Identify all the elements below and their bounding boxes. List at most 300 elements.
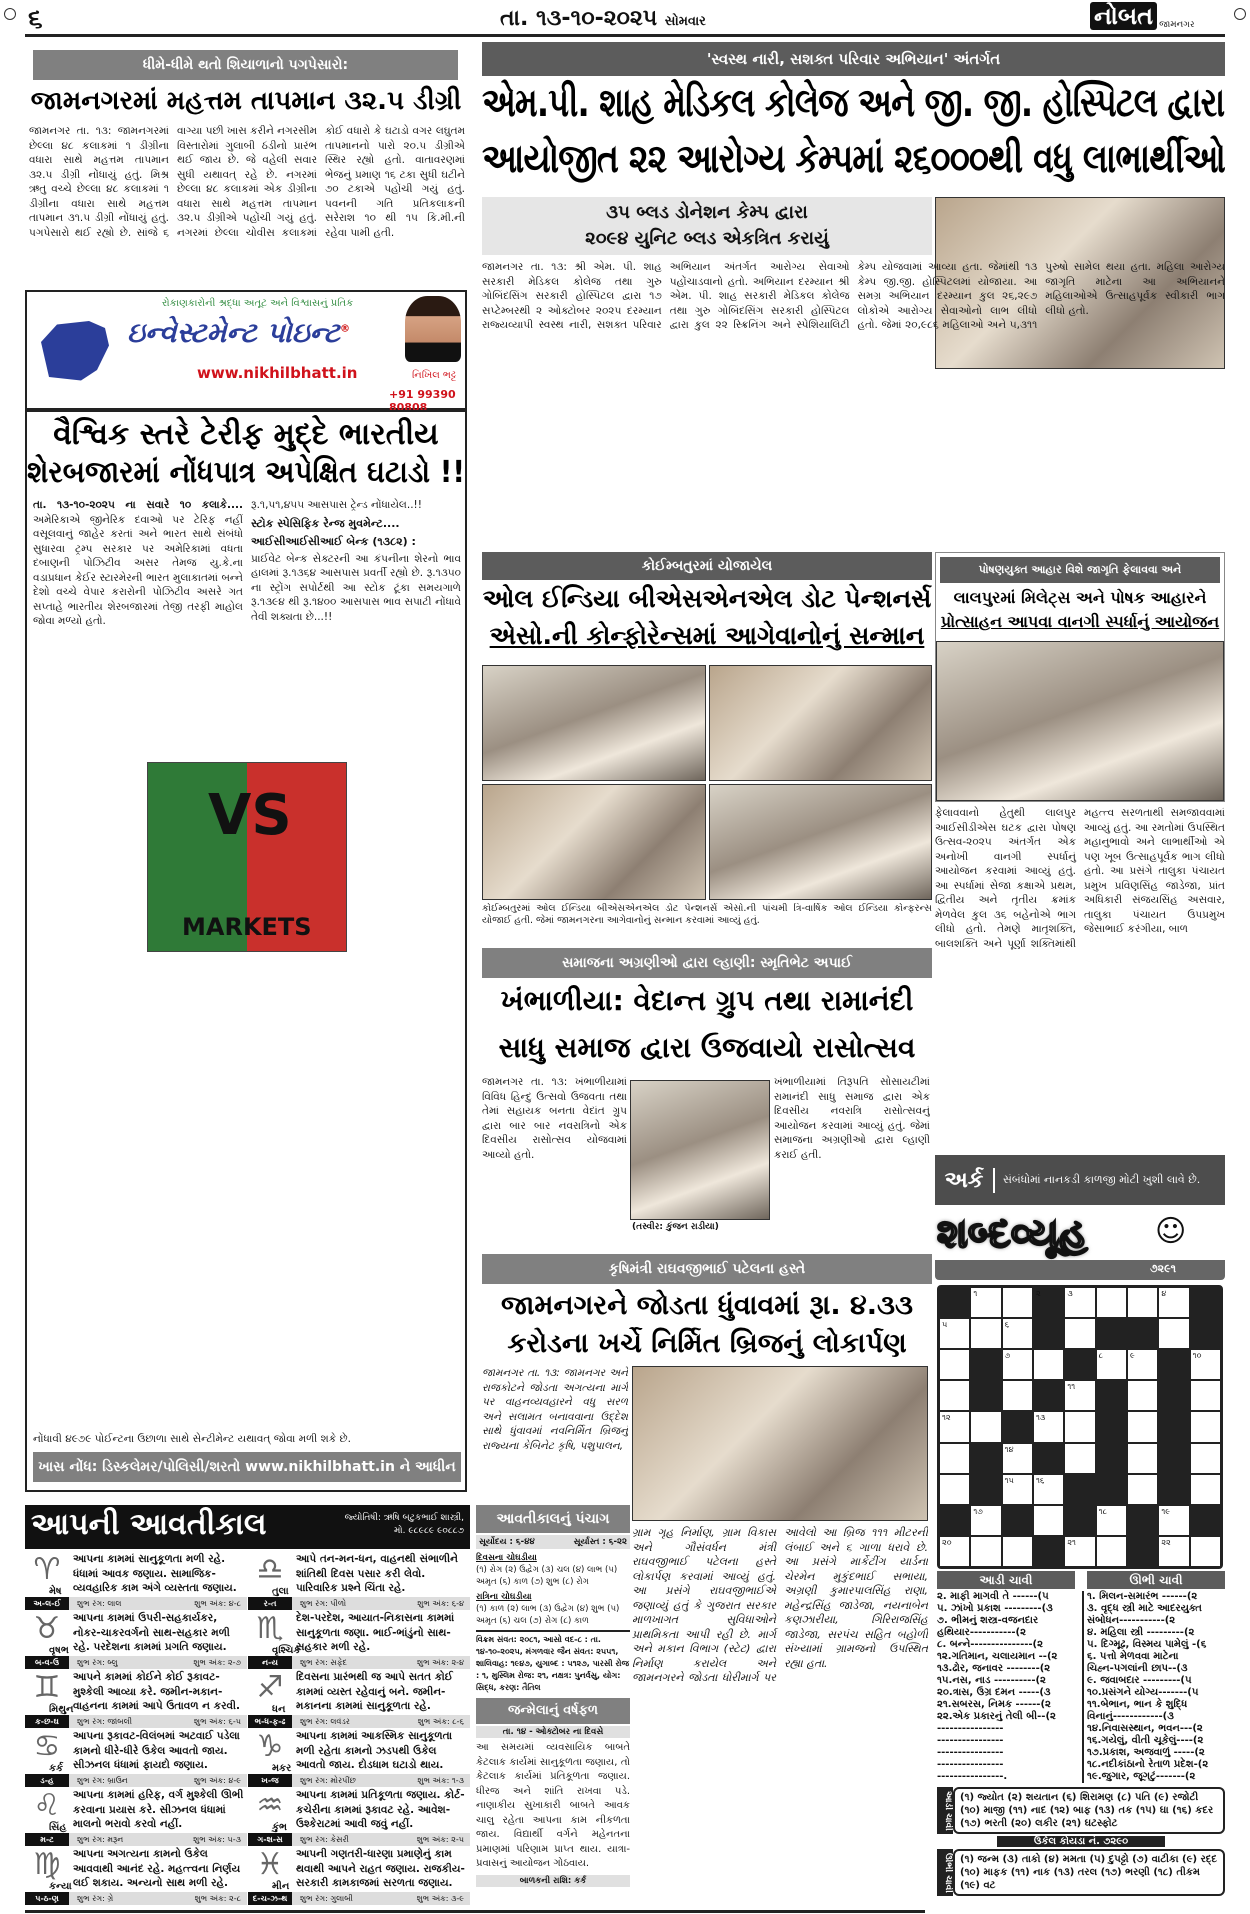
- lucky-color-value: પીળો: [330, 1598, 347, 1608]
- across-clue: ૮. બન્ને---------------(૨: [937, 1639, 1043, 1650]
- down-clue: ૧૬.ગયેલું, વીતી ચૂકેલું----(૨: [1087, 1735, 1204, 1746]
- samaj-headline-1: ખંભાળીયા: વેદાન્ત ગ્રુપ તથા રામાનંદી: [500, 984, 914, 1017]
- lucky-color: [77, 1776, 194, 1786]
- lucky-number-label: શુભ અંક:: [416, 1893, 449, 1903]
- crossword-black-cell: [1128, 1506, 1157, 1535]
- crossword-cell[interactable]: [1065, 1288, 1094, 1317]
- bridge-inauguration-photo: [632, 1366, 928, 1521]
- issue-date: [500, 6, 706, 31]
- crossword-title: શબ્દવ્યૂહ: [937, 1211, 1088, 1257]
- sign-letters: ક-છ-ઘ: [25, 1715, 69, 1728]
- header-rule: [25, 34, 1225, 37]
- lucky-color-value: મરૂન: [107, 1834, 124, 1844]
- crossword-cell[interactable]: [971, 1288, 1000, 1317]
- lucky-color: [300, 1658, 417, 1668]
- lucky-color: [77, 1835, 193, 1845]
- lucky-color-label: શુભ રંગ:: [300, 1657, 328, 1667]
- cell-number: ૧૧: [1067, 1382, 1076, 1392]
- samaj-body-left: જામનગર તા. ૧૩: ખંભાળીયામાં વિવિધ હિન્દુ ઉત્સવો ઉજવતા તથા તેમાં સહાયક બનતા વેદાંત ગ્રુપ દ્વારા બાર બાર નવરાત્રિનો એક દિવસીય રાસોત્સવ યોજવામાં આવ્યો હતો.: [482, 1076, 627, 1161]
- lucky-number-value: ૫-૩: [227, 1834, 241, 1844]
- crossword-black-cell: [940, 1288, 969, 1317]
- recipe-competition-photo: [936, 641, 1224, 801]
- across-clue: ૨૨.એક પ્રકારનું તેલી બી--(૨: [937, 1711, 1056, 1722]
- crossword-cell[interactable]: [1034, 1412, 1063, 1441]
- down-clue: ૧. મિલન-સમારંભ ------(૨: [1087, 1591, 1198, 1602]
- sign-lucky-strip: [248, 1774, 470, 1787]
- horoscope-sign: [25, 1788, 247, 1846]
- crossword-black-cell: [1159, 1350, 1188, 1379]
- sign-name: કન્યા: [49, 1881, 72, 1892]
- crossword-cell[interactable]: [1003, 1288, 1032, 1317]
- lucky-color-label: શુભ રંગ:: [300, 1775, 328, 1785]
- solution-label: ઉકેલ કોયડા નં. ૭૨૯૦: [997, 1836, 1165, 1847]
- lucky-color: [300, 1717, 418, 1727]
- night-choghadiya-title: રાત્રિના ચોઘડીયા: [476, 1592, 532, 1602]
- lucky-number: [193, 1835, 241, 1845]
- horoscope-sign: [248, 1788, 470, 1846]
- image-markets-text: MARKETS: [182, 913, 312, 941]
- sign-forecast: દેશ-પરદેશ, આયાત-નિકાસના કામમાં સાનુકૂળતા જણા. ભાઈ-ભાંડુંનો સાથ-સહકાર મળી રહે.: [296, 1612, 455, 1653]
- crossword-cell[interactable]: [971, 1319, 1000, 1348]
- market-closing: નોંધાવી ૪૯૭૯ પોઈન્ટના ઉછાળા સાથે સેન્ટીમેન્ટ યથાવત્ જોવા મળી શકે છે.: [33, 1433, 351, 1445]
- crossword-black-cell: [1191, 1319, 1220, 1348]
- cell-number: ૧૫: [1004, 1475, 1014, 1485]
- ad-phone: +91 99390 80808: [389, 388, 456, 414]
- panchang-details: વિક્રમ સંવત: ૨૦૮૧, આસો વદ-૮ : તા. ૧૪-૧૦-૨૦૨૫, મંગળવાર જૈન સંવત: ૨૫૫૧, શાલિવાહ: ૧૯૪૭, યુગાબ્દ : ૫૧૨૭, પારસી રોજ : ૧, મુસ્લિમ રોજ: ૨૧, નક્ષત્ર: પુનર્વસુ, યોગ: સિદ્ધ, કરણ: તૈતિલ: [476, 1630, 630, 1694]
- lucky-color-value: ગ્રે: [107, 1893, 114, 1903]
- day-choghadiya-title: દિવસના ચોઘડીયા: [476, 1553, 537, 1563]
- image-vs-text: VS: [208, 783, 292, 848]
- lucky-color-value: બ્રાઉન: [107, 1775, 128, 1785]
- crossword-cell[interactable]: [1191, 1444, 1220, 1473]
- cell-number: ૮: [1098, 1351, 1104, 1361]
- down-clue: ૧૧.બેભાન, ભાન કે શુદ્ધિ: [1087, 1699, 1188, 1710]
- sign-letters: પ-ઠ-ણ: [25, 1892, 69, 1905]
- date-text: તા. ૧૩-૧૦-૨૦૨૫: [500, 6, 658, 31]
- sign-lucky-strip: [248, 1715, 470, 1728]
- panchang-box: [476, 1505, 630, 1910]
- birthday-forecast: આ સમયમાં વ્યવસાયિક બાબતે કેટલાક કાર્યમાં સાનુકૂળતા જણાય, તો કેટલાક કાર્યમાં પ્રતિકૂળતા જણાય. ધીરજ અને શાંતિ રાખવા પડે. નાણાકીય સુખાકારી બાબતે આવક ચાલુ રહેતા આપના કામ નીકળતા જાય. વિદ્યાર્થી વર્ગને મહેનતના પ્રમાણમાં પરિણામ પ્રાપ્ત થાય. યાત્રા-પ્રવાસનું આયોજન ગોઠવાય.: [476, 1742, 630, 1869]
- lucky-number: [418, 1717, 464, 1727]
- market-body-top: [33, 498, 461, 758]
- down-clue: ૬. પત્તો મેળવવા માટેના: [1087, 1651, 1179, 1662]
- crossword-cell[interactable]: [1128, 1444, 1157, 1473]
- weekday-text: સોમવાર: [664, 14, 706, 29]
- sign-forecast: આપની ગણતરી-ધારણા પ્રમાણેનું કામ થવાથી આપને રાહત જણાય. રાજકીય-સરકારી કામકાજમાં સરળતા જણાય.: [296, 1848, 465, 1889]
- cell-number: ૬: [1004, 1320, 1010, 1330]
- crossword-cell[interactable]: [1191, 1381, 1220, 1410]
- lucky-color: [77, 1599, 194, 1609]
- lucky-number: [417, 1776, 464, 1786]
- cell-number: ૧૪: [1004, 1444, 1014, 1454]
- down-clue: ચિહ્ન-પગલાંની છાપ--(૩: [1087, 1663, 1188, 1674]
- crossword-header: [935, 1210, 1225, 1280]
- market-headline-1: વૈશ્વિક સ્તરે ટેરીફ મુદ્દે ભારતીય: [53, 417, 439, 452]
- samaj-body-right: ખંભાળીયામાં તિરૂપતિ સોસાયટીમાં રામાનંદી સાધુ સમાજ દ્વારા એક દિવસીય નવરાત્રિ રાસોત્સવનું આયોજન કરવામાં આવ્યું હતું. જેમાં સમાજના અગ્રણીઓ દ્વારા લ્હાણી કરાઈ હતી.: [774, 1076, 930, 1161]
- investment-point-ad: [25, 290, 467, 414]
- lucky-color: [300, 1599, 417, 1609]
- lucky-number: [417, 1835, 464, 1845]
- crossword-cell[interactable]: [1097, 1506, 1126, 1535]
- bull-vs-bear-image: [147, 762, 347, 952]
- crossword-black-cell: [1003, 1412, 1032, 1441]
- across-clue: ----------------: [937, 1759, 1004, 1770]
- crossword-black-cell: [1034, 1444, 1063, 1473]
- lucky-number-label: શુભ અંક:: [194, 1893, 227, 1903]
- sign-name: કર્ક: [49, 1763, 64, 1774]
- cell-number: ૧૨: [942, 1413, 951, 1423]
- sunset-time: સૂર્યાસ્ત : ૬-૨૨: [573, 1537, 627, 1547]
- zodiac-icon: ♏: [256, 1611, 284, 1646]
- lucky-number-value: ૨-૫: [451, 1834, 464, 1844]
- lucky-color-label: શુભ રંગ:: [77, 1834, 105, 1844]
- sign-lucky-strip: [25, 1715, 247, 1728]
- lucky-color: [77, 1717, 194, 1727]
- cell-number: ૧૦: [1192, 1351, 1202, 1361]
- crossword-cell[interactable]: [1003, 1381, 1032, 1410]
- crossword-black-cell: [1159, 1412, 1188, 1441]
- astrologer-name: જ્યોતિષી: ઋષિ બટુકભાઈ શાસ્ત્રી,: [344, 1513, 464, 1523]
- crossword-black-cell: [940, 1506, 969, 1535]
- crossword-cell[interactable]: [971, 1412, 1000, 1441]
- cell-number: ૧૯: [1161, 1506, 1170, 1516]
- sign-name: મીન: [272, 1881, 290, 1892]
- lucky-number-value: ૨-૮: [229, 1893, 241, 1903]
- lucky-color-value: લવંડર: [330, 1716, 350, 1726]
- crossword-grid[interactable]: [937, 1285, 1223, 1569]
- sign-letters: ન-ય: [248, 1656, 292, 1669]
- horoscope-sign: [248, 1847, 470, 1905]
- crossword-black-cell: [971, 1381, 1000, 1410]
- medical-subheadline-1: ૩૫ બ્લડ ડોનેશન કેમ્પ દ્વારા: [606, 202, 808, 223]
- sign-forecast: આપના કામમાં આકસ્મિક સાનુકૂળતા મળી રહેતા કામનો ઝડપથી ઉકેલ આવતો જાય. દોડધામ ઘટાડો થાય.: [296, 1730, 453, 1771]
- ad-person-name: નિખિલ ભટ્ટ: [412, 370, 457, 381]
- sign-letters: ભ-ધ-ફ-ઢ: [248, 1715, 292, 1728]
- crossword-cell[interactable]: [1191, 1350, 1220, 1379]
- crossword-cell[interactable]: [1065, 1444, 1094, 1473]
- poshan-headline-1: લાલપુરમાં મિલેટ્સ અને પોષક આહારને: [953, 588, 1207, 607]
- medical-headline-2: આયોજીત ૨૨ આરોગ્ય કેમ્પમાં ૨૬૦૦૦થી વધુ લાભાર્થીઓ: [482, 136, 1226, 182]
- lucky-color-label: શુભ રંગ:: [77, 1775, 105, 1785]
- krushi-headline-1: જામનગરને જોડતા ધુંવાવમાં રૂા. ૪.૩૩: [501, 1290, 913, 1321]
- horoscope-sign: [248, 1729, 470, 1787]
- sign-name: કુંભ: [272, 1822, 288, 1833]
- lucky-number: [417, 1599, 464, 1609]
- down-clue: ૧૪.નિવાસસ્થાન, ભવન---(૨: [1087, 1723, 1203, 1734]
- lucky-color-label: શુભ રંગ:: [77, 1716, 105, 1726]
- sign-letters: દ-ચ-ઝ-થ: [248, 1892, 292, 1905]
- ad-brand-text: ઇન્વેસ્ટમેન્ટ પોઇન્ટ: [127, 316, 340, 349]
- sign-forecast: આપના કામમાં હરિફ, વર્ગ મુશ્કેલી ઊભી કરવાના પ્રયાસ કરે. સીઝનલ ધંધામાં માલનો ભરાવો કરવો નહીં.: [73, 1789, 244, 1830]
- crossword-cell[interactable]: [1191, 1475, 1220, 1504]
- sign-letters: ગ-શ-સ: [248, 1833, 292, 1846]
- crossword-cell[interactable]: [1065, 1537, 1094, 1566]
- lucky-color: [300, 1894, 417, 1904]
- lucky-color: [300, 1835, 417, 1845]
- sign-lucky-strip: [248, 1597, 470, 1610]
- lucky-number-value: ૮-૬: [452, 1716, 464, 1726]
- across-clue: ૫. ઝાંખો પ્રકાશ ---------(૩: [937, 1603, 1053, 1614]
- lucky-color-label: શુભ રંગ:: [300, 1716, 328, 1726]
- across-clue: ----------------: [937, 1747, 1004, 1758]
- market-subhead-1: સ્ટોક સ્પેસિફિક રેન્જ મુવમેન્ટ....: [251, 516, 400, 530]
- krushi-headline-2: કરોડના ખર્ચે નિર્મિત બ્રિજનું લોકાર્પણ: [507, 1328, 907, 1359]
- krushi-body-bottom: ગ્રામ ગૃહ નિર્માણ, ગ્રામ વિકાસ અને ગૌસંવર્ધન મંત્રી રાઘવજીભાઈ પટેલના હસ્તે લોકાર્પણ કરવામાં આવ્યું હતું. આ પ્રસંગે રાઘવજીભાઈએ જણાવ્યું હતું કે ગુજરાત સરકાર માળખાગત સુવિધાઓને પ્રાથમિકતા આપી રહી છે. માર્ગ અને મકાન વિભાગ (સ્ટેટ) દ્વારા નિર્માણ કરાયેલ અને જામનગરને જોડતા ધોરીમાર્ગ પર આવેલો આ બ્રિજ ૧૧૧ મીટરની લંબાઈ અને ૬ ગાળા ધરાવે છે. આ પ્રસંગે માર્કેટીંગ યાર્ડના ચેરમેન મુકુંદભાઈ સભાયા, અગ્રણી કુમારપાલસિંહ રાણા, મહેન્દ્રસિંહ જાડેજા, નયનાબેન કણઝારીયા, ગિરિરાજસિંહ જાડેજા, સરપંચ સહિત બહોળી સંખ્યામાં ગ્રામજનો ઉપસ્થિત રહ્યા હતા.: [632, 1526, 928, 1684]
- zodiac-icon: ♌: [33, 1788, 61, 1823]
- crossword-cell[interactable]: [1034, 1350, 1063, 1379]
- sign-name: વૃષભ: [49, 1645, 69, 1656]
- lucky-color-value: કેસરી: [330, 1834, 349, 1844]
- logo-text: નોબત: [1090, 2, 1157, 30]
- sign-name: મકર: [272, 1763, 292, 1774]
- coimbatore-kicker: કોઈમ્બતુરમાં યોજાયેલ: [482, 552, 932, 580]
- crossword-cell[interactable]: [940, 1444, 969, 1473]
- footer-rule: [25, 1910, 925, 1913]
- down-side-label: ઊભી ચાવી: [937, 1849, 953, 1896]
- cell-number: ૯: [1130, 1351, 1135, 1361]
- lucky-number: [194, 1717, 241, 1727]
- lucky-number-label: શુભ અંક:: [417, 1657, 449, 1667]
- across-clue: ----------------: [937, 1735, 1004, 1746]
- registration-mark: [4, 8, 16, 20]
- zodiac-icon: ♍: [33, 1847, 61, 1882]
- crossword-cell[interactable]: [940, 1412, 969, 1441]
- zodiac-icon: ♉: [33, 1611, 61, 1646]
- crossword-black-cell: [1034, 1288, 1063, 1317]
- across-clue: ૭. ભીમનું શસ્ત્ર-વજનદાર: [937, 1615, 1039, 1626]
- crossword-black-cell: [971, 1350, 1000, 1379]
- lucky-color-value: સફેદ: [330, 1657, 348, 1667]
- crossword-cell[interactable]: [1003, 1444, 1032, 1473]
- crossword-black-cell: [1065, 1475, 1094, 1504]
- conference-photo: [709, 665, 933, 781]
- horoscope-sign: [25, 1729, 247, 1787]
- lucky-color-label: શુભ રંગ:: [300, 1893, 328, 1903]
- crossword-cell[interactable]: [1003, 1537, 1032, 1566]
- down-clue: સંબોધન-----------(૨: [1087, 1615, 1176, 1626]
- down-clue: ૧૦.પ્રસંગને યોગ્ય-------(૫: [1087, 1687, 1199, 1698]
- market-subhead-2: આઈસીઆઈસીઆઈ બેન્ક (૧૩૮૨) :: [251, 535, 416, 548]
- ad-website[interactable]: www.nikhilbhatt.in: [197, 364, 358, 382]
- sign-forecast: આપે તન-મન-ધન, વાહનથી સંભાળીને શાંતિથી દિવસ પસાર કરી લેવો. પારિવારિક પ્રશ્ને ચિંતા રહે.: [296, 1553, 458, 1594]
- poshan-body: ફેલાવવાનો હેતુથી લાલપુર આઈસીડીએસ ઘટક દ્વારા પોષણ ઉત્સવ-૨૦૨૫ અંતર્ગત એક અનોખી વાનગી સ્પર્ધાનું આયોજન કરવામાં આવ્યું હતું. આ સ્પર્ધામાં સેજા કક્ષાએ પ્રથમ, દ્વિતીય અને તૃતીય ક્રમાંક મેળવેલ કુલ ૩૬ બહેનોએ ભાગ લીધો હતો. તેમણે માતૃશક્તિ, બાલશક્તિ અને પૂર્ણા શક્તિમાંથી મહત્ત્વ સરળતાથી સમજાવવામાં આવ્યું હતું. આ રમતોમાં ઉપસ્થિત મહાનુભાવો અને લાભાર્થીઓ એ પણ ખૂબ ઉત્સાહપૂર્વક ભાગ લીધો હતો. આ પ્રસંગે તાલુકા પંચાયત પ્રમુખ પ્રવિણસિંહ જાડેજા, પ્રાંત અધિકારી સંજયસિંહ અસવાર, તાલુકા પંચાયત ઉપપ્રમુખ જેસાભાઈ કરંગીયા, બાળ: [935, 807, 1225, 950]
- horoscope-signs: [25, 1552, 470, 1907]
- crossword-black-cell: [1003, 1506, 1032, 1535]
- crossword-black-cell: [1159, 1475, 1188, 1504]
- sign-forecast: દિવસના પ્રારંભથી જ આપે સતત કોઈ કામમાં વ્યસ્ત રહેવાનું બને. જમીન-મકાનના કામમાં સાનુકૂળતા રહે.: [296, 1671, 453, 1712]
- sign-forecast: આપના રૂકાવટ-વિલંબમાં અટવાઈ પડેલા કામનો ધીરે-ધીરે ઉકેલ આવતો જાય. સીઝનલ ધંધામાં ફાયદો જણાય.: [73, 1730, 240, 1771]
- coimbatore-headline-2: એસો.ની કોન્ફોરેન્સમાં આગેવાનોનું સન્માન: [489, 621, 925, 650]
- zodiac-icon: ♈: [33, 1552, 61, 1587]
- crossword-cell[interactable]: [1065, 1319, 1094, 1348]
- crossword-cell[interactable]: [1128, 1288, 1157, 1317]
- horoscope-sign: [248, 1552, 470, 1610]
- crossword-cell[interactable]: [940, 1381, 969, 1410]
- lucky-number-value: ૨-૪: [451, 1657, 464, 1667]
- krushi-kicker: કૃષિમંત્રી રાઘવજીભાઈ પટેલના હસ્તે: [482, 1254, 932, 1284]
- cell-number: ૧: [973, 1289, 978, 1298]
- crossword-cell[interactable]: [1003, 1475, 1032, 1504]
- crossword-cell[interactable]: [1097, 1537, 1126, 1566]
- cell-number: ૧૬: [1036, 1475, 1045, 1485]
- ark-quote-box: [935, 1155, 1225, 1205]
- zodiac-icon: ♑: [256, 1729, 284, 1764]
- crossword-black-cell: [1128, 1319, 1157, 1348]
- medical-subheadline: [482, 197, 932, 255]
- crossword-cell[interactable]: [971, 1537, 1000, 1566]
- sign-name: સિંહ: [49, 1822, 67, 1833]
- crossword-cell[interactable]: [1191, 1412, 1220, 1441]
- crossword-cell[interactable]: [1191, 1537, 1220, 1566]
- crossword-cell[interactable]: [1003, 1319, 1032, 1348]
- zodiac-icon: ♋: [33, 1729, 61, 1764]
- lucky-color-label: શુભ રંગ:: [300, 1598, 328, 1608]
- crossword-cell[interactable]: [940, 1537, 969, 1566]
- down-clue: ૯. જવાબદાર ---------(૫: [1087, 1675, 1192, 1686]
- lucky-color: [77, 1658, 193, 1668]
- down-clue: ૩. વૃદ્ધ સ્ત્રી માટે આદરયુક્ત: [1087, 1603, 1202, 1614]
- sign-letters: મ-ટ: [25, 1833, 69, 1846]
- across-clue: ૧૫.નસ, નાડ ----------(૨: [937, 1675, 1046, 1686]
- crossword-cell[interactable]: [1034, 1506, 1063, 1535]
- crossword-cell[interactable]: [1003, 1350, 1032, 1379]
- lucky-number: [417, 1658, 464, 1668]
- sign-lucky-strip: [25, 1892, 247, 1905]
- crossword-black-cell: [1097, 1381, 1126, 1410]
- crossword-black-cell: [1034, 1537, 1063, 1566]
- across-clue: ૨૧.સબરસ, નિમક ------(૨: [937, 1699, 1051, 1710]
- down-clue: ૧૯.જુગાર, જૂગટું-------(૨: [1087, 1771, 1196, 1782]
- newspaper-logo: [1090, 2, 1195, 30]
- crossword-cell[interactable]: [1034, 1475, 1063, 1504]
- lucky-number-value: ૬-૪: [451, 1598, 464, 1608]
- crossword-cell[interactable]: [1065, 1381, 1094, 1410]
- horoscope-title: આપની આવતીકાલ: [31, 1507, 267, 1542]
- crossword-black-cell: [1191, 1506, 1220, 1535]
- crossword-cell[interactable]: [940, 1319, 969, 1348]
- crossword-cell[interactable]: [1065, 1412, 1094, 1441]
- sign-lucky-strip: [25, 1774, 247, 1787]
- lucky-color-label: શુભ રંગ:: [77, 1598, 105, 1608]
- cell-number: ૩: [1067, 1289, 1073, 1298]
- across-clues: [937, 1591, 1082, 1783]
- market-lead: તા. ૧૩-૧૦-૨૦૨૫ ના સવારે ૧૦ કલાકે....: [33, 499, 243, 511]
- weather-article: [25, 42, 467, 287]
- market-body-1: અમેરિકાએ જીનેરિક દવાઓ પર ટેરિફ નહીં વસૂલવાનું જાહેર કરતાં અને ભારત સાથે સંબંધો સુધારવા ટ્રમ્પ સરકાર પર અમેરિકામાં વધતા દબાણની પોઝિટીવ અસર તેમજ યુ.કે.ના વડાપ્રધાન કેઈર સ્ટારમેરની ભારત મુલાકાતમાં બન્ને દેશો વચ્ચે વેપાર કરારોની પોઝિટીવ અસરે ગત સપ્તાહે ભારતીય શેરબજારમાં તેજી તરફી માહોલ જોવા મળ્યો હતો.: [33, 513, 243, 627]
- down-clue: ૧૮.નદીકાંઠાનો રેતાળ પ્રદેશ-(૨: [1087, 1759, 1209, 1770]
- crossword-cell[interactable]: [1159, 1537, 1188, 1566]
- crossword-black-cell: [971, 1444, 1000, 1473]
- cell-number: ૧૩: [1036, 1413, 1046, 1423]
- crossword-cell[interactable]: [1097, 1350, 1126, 1379]
- panchang-title: આવતીકાલનું પંચાગ: [476, 1505, 630, 1533]
- lucky-number: [193, 1658, 241, 1668]
- samaj-headline-2: સાધુ સમાજ દ્વારા ઉજવાયો રાસોત્સવ: [498, 1031, 916, 1064]
- sign-lucky-strip: [248, 1892, 470, 1905]
- astrologer-phone: મો. ૯૮૯૮૯ ૯૦૮૮૭: [394, 1526, 464, 1536]
- crossword-black-cell: [1034, 1381, 1063, 1410]
- crossword-cell[interactable]: [1159, 1319, 1188, 1348]
- crossword-cell[interactable]: [1097, 1288, 1126, 1317]
- lucky-number-label: શુભ અંક:: [193, 1657, 226, 1667]
- market-body-2: રૂ.૧,૫૧,૪૫૫ આસપાસ ટ્રેન્ડ નોંધાયેલ..!!: [251, 499, 422, 511]
- horoscope-sign: [25, 1611, 247, 1669]
- down-answers: (૧) જન્મ (૩) તાકો (૪) મમતા (૫) દુપટ્ટો (૭) વાટીકા (૯) રદ્દ (૧૦) માફક (૧૧) નાક (૧૩) તરલ (૧૭) ભરણી (૧૮) તીકમ (૧૯) વટ: [953, 1849, 1225, 1896]
- lucky-number-value: ૨-૭: [227, 1657, 241, 1667]
- cell-number: ૪: [1161, 1289, 1167, 1298]
- crossword-cell[interactable]: [1128, 1475, 1157, 1504]
- ark-text: સંબંધોમાં નાનકડી કાળજી મોટી ખુશી લાવે છે.: [1003, 1173, 1201, 1186]
- zodiac-icon: ♎: [256, 1552, 284, 1587]
- across-side-label: આડી ચાવી: [937, 1787, 953, 1834]
- sign-lucky-strip: [25, 1656, 247, 1669]
- cell-number: ૭: [1004, 1351, 1011, 1361]
- down-clue: વિનાનું------------(૩: [1087, 1711, 1174, 1722]
- horoscope-sign: [25, 1552, 247, 1610]
- crossword-black-cell: [1191, 1288, 1220, 1317]
- coimbatore-caption: કોઈમ્બતુરમાં ઓલ ઈન્ડિયા બીએસએનએલ ડોટ પેન્શનર્સ એસો.ની પાંચમી ત્રિ-વાર્ષિક ઓલ ઈન્ડિયા કોન્ફરન્સ યોજાઈ હતી. જેમાં જામનગરના આગેવાનોનું સન્માન કરવામાં આવ્યું હતું.: [482, 903, 932, 926]
- ad-brand: [127, 316, 397, 350]
- lucky-number-value: ૪-૮: [228, 1598, 241, 1608]
- sign-forecast: આપના કામમાં પ્રતિકૂળતા જણાય. કોર્ટ-કચેરીના કામમાં રૂકાવટ રહે. આવેશ-ઉશ્કેરાટમાં આવી જવું નહીં.: [296, 1789, 465, 1830]
- crossword-cell[interactable]: [971, 1506, 1000, 1535]
- crossword-cell[interactable]: [1159, 1506, 1188, 1535]
- conference-photo: [482, 665, 706, 781]
- market-body-3: પ્રાઈવેટ બેન્ક સેક્ટરની આ કંપનીના શેરનો ભાવ હાલમાં રૂ.૧૩૬૪ આસપાસ પ્રવર્તી રહ્યો છે. રૂ.૧૩૫૦ ના સ્ટ્રોંગ સપોર્ટથી આ સ્ટોક ટૂંકા સમયગાળે રૂ.૧૩૯૪ થી રૂ.૧૪૦૦ આસપાસ ભાવ સપાટી નોંધાવે તેવી શક્યતા છે...!!: [251, 552, 461, 623]
- crossword-cell[interactable]: [1128, 1381, 1157, 1410]
- across-answers: (૧) જ્યોત (૨) શયતાન (૬) શિરામણ (૮) પતિ (૯) રજોટી (૧૦) માજી (૧૧) નાદ (૧૨) બાફ (૧૩) તક (૧૫) ઘા (૧૬) કદર (૧૭) ભરતી (૨૦) લકીર (૨૧) ઘટસ્ફોટ: [953, 1787, 1225, 1834]
- crossword-cell[interactable]: [940, 1475, 969, 1504]
- lucky-color-label: શુભ રંગ:: [77, 1893, 105, 1903]
- cell-number: ૧૭: [973, 1506, 983, 1516]
- crossword-black-cell: [1159, 1381, 1188, 1410]
- lucky-color-value: બ્લુ: [107, 1657, 118, 1667]
- ark-label: અર્ક: [935, 1168, 995, 1193]
- sign-letters: ખ-જ: [248, 1774, 292, 1787]
- crossword-cell[interactable]: [1128, 1412, 1157, 1441]
- lucky-number-label: શુભ અંક:: [416, 1834, 449, 1844]
- weather-body: જામનગર તા. ૧૩: જામનગરમાં છેલ્લા ૪૮ કલાકમાં ૧ ડીગ્રીના વધારા સાથે મહત્તમ તાપમાન ૩૨.૫ ડીગ્રી નોંધાયું હતું. મિશ્ર ઋતુ વચ્ચે છેલ્લા ૪૮ કલાકમાં ૧ ડીગ્રીના વધારા સાથે મહત્તમ તાપમાન ૩૧.૫ ડીગ્રી નોંધાયું હતું. પગપેસારો થઈ રહ્યો છે. સાંજે ૬ વાગ્યા પછી ખાસ કરીને નગરસીમ વિસ્તારોમાં ગુલાબી ઠંડીનો પ્રારંભ થઈ જાય છે. જે વહેલી સવાર સુધી યથાવત્ રહે છે. નગરમાં છેલ્લા ૪૮ કલાકમાં એક ડીગ્રીના વધારા સાથે મહત્તમ તાપમાન ૩૨.૫ ડીગ્રીએ પહોંચી ગયું હતું. નગરમાં છેલ્લા ચોવીસ કલાકમાં કોઈ વધારો કે ઘટાડો વગર લઘુતમ તાપમાનનો પારો ૨૦.૫ ડીગ્રીએ સ્થિર રહ્યો હતો. વાતાવરણમાં ભેજનું પ્રમાણ ૧૬ ટકા સુધી ઘટીને ૭૦ ટકાએ પહોંચી ગયું હતું. પવનની ગતિ પ્રતિકલાકની સરેરાશ ૧૦ થી ૧૫ કિ.મી.ની રહેવા પામી હતી.: [29, 125, 465, 239]
- across-clue: ૧૨.ગતિમાન, ચલાયમાન --(૨: [937, 1651, 1058, 1662]
- down-clue: ૧૭.પ્રકાશ, અજવાળું -----(૨: [1087, 1747, 1205, 1758]
- crossword-black-cell: [1128, 1537, 1157, 1566]
- market-article: [25, 410, 467, 1492]
- crossword-cell[interactable]: [940, 1350, 969, 1379]
- child-sign: બાળકની રાશિ: કર્ક: [476, 1875, 630, 1887]
- lucky-number-label: શુભ અંક:: [193, 1716, 226, 1726]
- crossword-black-cell: [1097, 1475, 1126, 1504]
- horoscope-sign: [248, 1670, 470, 1728]
- across-clue: ----------------.: [937, 1771, 1008, 1782]
- crossword-cell[interactable]: [1128, 1350, 1157, 1379]
- poshan-article: [935, 552, 1225, 802]
- conference-photo: [709, 784, 933, 900]
- crossword-black-cell: [971, 1475, 1000, 1504]
- lucky-number-value: ૩-૯: [451, 1893, 464, 1903]
- across-clue: ૧૩.ઢોર, જનાવર --------(૨: [937, 1663, 1051, 1674]
- horoscope-sign: [25, 1670, 247, 1728]
- sign-letters: બ-વ-ઉ: [25, 1656, 69, 1669]
- crossword-cell[interactable]: [1159, 1288, 1188, 1317]
- cell-number: ૨૦: [942, 1537, 952, 1547]
- cell-number: ૨૧: [1067, 1537, 1076, 1547]
- down-clues-title: ઊભી ચાવી: [1087, 1571, 1225, 1589]
- lucky-color-value: જાંબલી: [107, 1716, 132, 1726]
- conference-photo: [482, 784, 706, 900]
- across-clue: ----------------: [937, 1723, 1004, 1734]
- registration-mark: [1234, 8, 1246, 20]
- krushi-body-left: જામનગર તા. ૧૩: જામનગર અને રાજકોટને જોડતા અગત્યના માર્ગ પર વાહનવ્યવહારને વધુ સરળ અને સલામત બનાવવાના ઉદ્દેશ સાથે ધુંવાવમાં નવનિર્મિત બ્રિજનું રાજ્યના કેબિનેટ કૃષિ, પશુપાલન,: [482, 1367, 628, 1452]
